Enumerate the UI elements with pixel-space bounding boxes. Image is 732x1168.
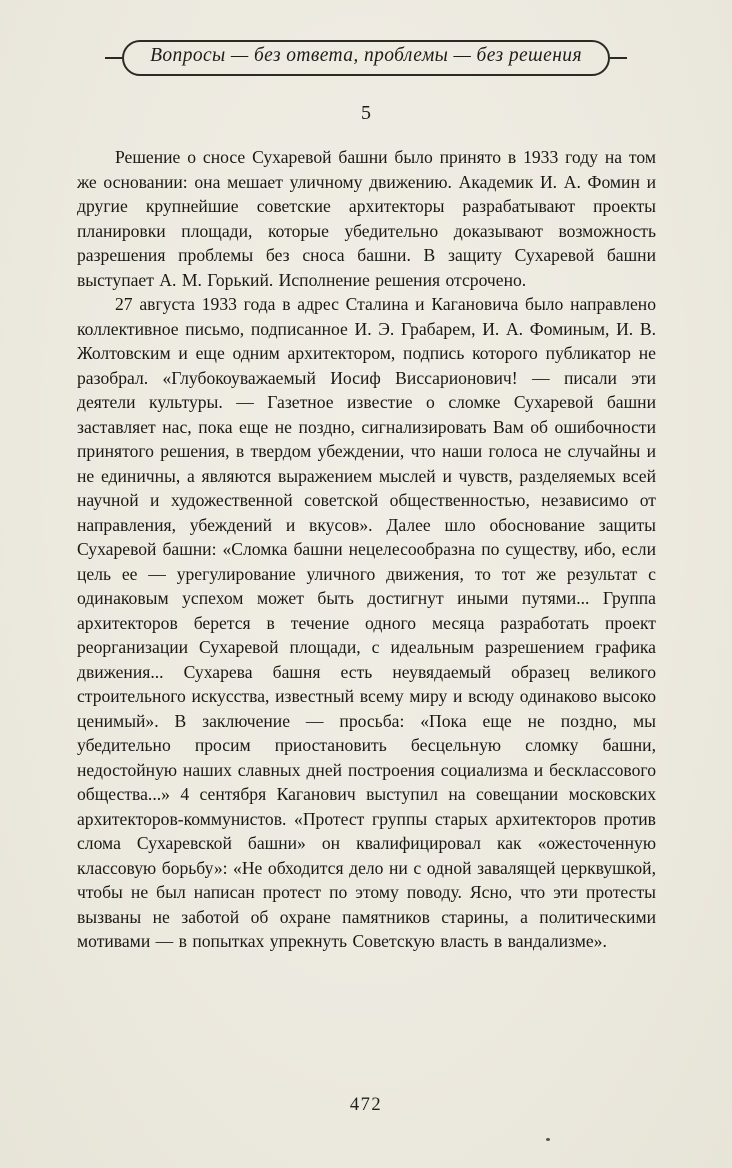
page-number: 472: [349, 1095, 383, 1115]
paragraph-1: Решение о сносе Сухаревой башни было принято в 1933 году на том же основании: она мешает уличному движению. Академик И. А. Фомин и другие крупнейшие советские архитекторы разрабатывают проекты планировки площади, которые убедительно доказывают возможность разрешения проблемы без сноса башни. В защиту Сухаревой башни выступает А. М. Горький. Исполнение решения отсрочено.: [77, 147, 656, 290]
body-text: [77, 145, 656, 954]
header-rule-left: [105, 57, 122, 59]
running-title-frame: [122, 40, 610, 76]
section-number: 5: [361, 102, 371, 124]
running-title: Вопросы — без ответа, проблемы — без решения: [150, 45, 582, 66]
running-head: [0, 40, 732, 76]
paragraph-2: 27 августа 1933 года в адрес Сталина и Кагановича было направлено коллективное письмо, подписанное И. Э. Грабарем, И. А. Фоминым, И. В. Жолтовским и еще одним архитектором, подпись которого публикатор не разобрал. «Глубокоуважаемый Иосиф Виссарионович! — писали эти деятели культуры. — Газетное известие о сломке Сухаревой башни заставляет нас, пока еще не поздно, сигнализировать Вам об ошибочности принятого решения, в твердом убеждении, что наши голоса не случайны и не единичны, а являются выражением мыслей и чувств, разделяемых всей научной и художественной советской общественностью, независимо от направления, убеждений и вкусов». Далее шло обоснование защиты Сухаревой башни: «Сломка башни нецелесообразна по существу, ибо, если цель ее — урегулирование уличного движения, то тот же результат с одинаковым успехом может быть достигнут иными путями... Группа архитекторов берется в течение одного месяца разработать проект реорганизации Сухаревой площади, с идеальным разрешением графика движения... Сухарева башня есть неувядаемый образец великого строительного искусства, известный всему миру и всюду одинаково высоко ценимый». В заключение — просьба: «Пока еще не поздно, мы убедительно просим приостановить бесцельную сломку башни, недостойную наших славных дней построения социализма и бесклассового общества...» 4 сентября Каганович выступил на совещании московских архитекторов-коммунистов. «Протест группы старых архитекторов против слома Сухаревской башни» он квалифицировал как «ожесточенную классовую борьбу»: «Не обходится дело ни с одной завалящей церквушкой, чтобы не был написан протест по этому поводу. Ясно, что эти протесты вызваны не заботой об охране памятников старины, а политическими мотивами — в попытках упрекнуть Советскую власть в вандализме».: [77, 294, 656, 951]
scan-speck: [546, 1138, 550, 1141]
header-rule-right: [610, 57, 627, 59]
